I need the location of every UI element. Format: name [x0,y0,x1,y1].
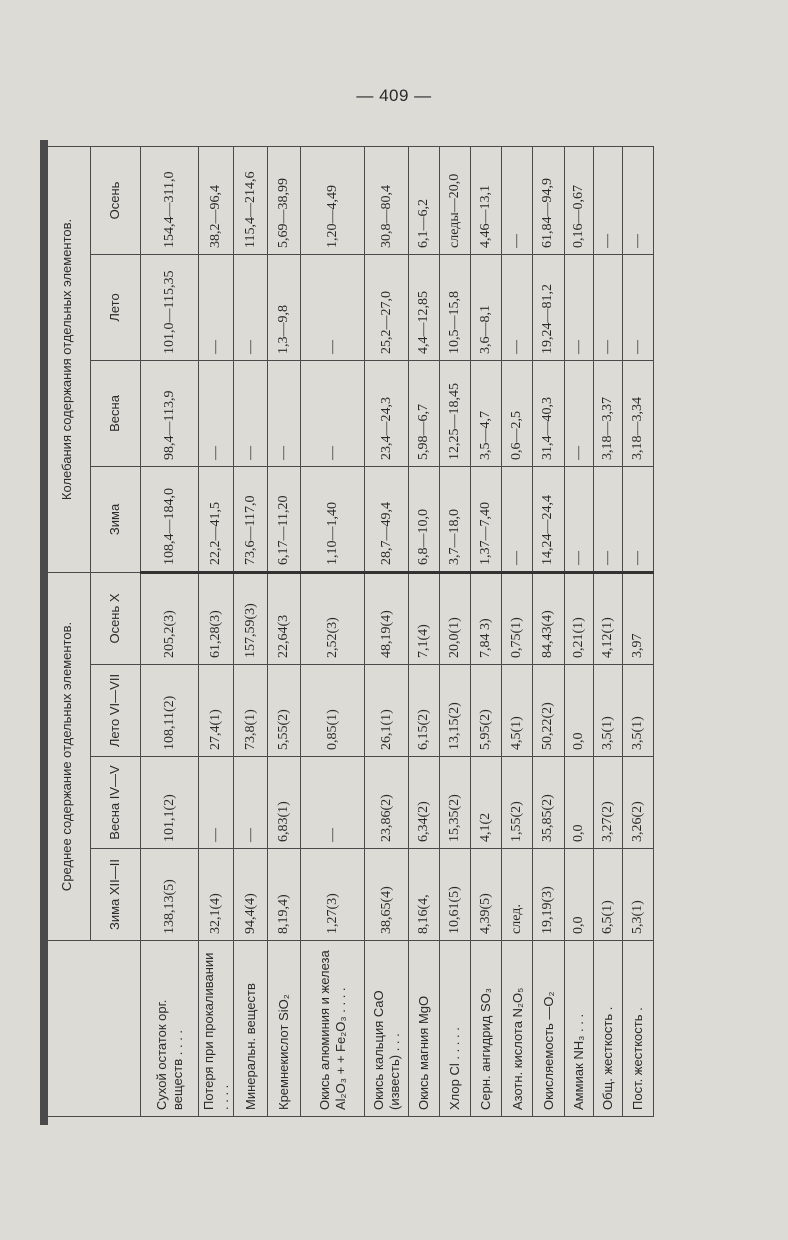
table-cell: 3,5(1) [622,665,653,757]
table-cell: 4,46—13,1 [471,146,502,254]
row-label: Сухой остаток орг. веществ . . . . [141,941,199,1117]
table-row [234,146,267,1116]
table-cell: 22,64(3 [267,572,300,664]
table-row [300,146,364,1116]
table-cell: 101,0—115,35 [141,254,199,360]
table-row [199,146,234,1116]
table-cell: 3,97 [622,572,653,664]
col-rng-winter: Зима [91,466,141,572]
table-cell: 28,7—49,4 [365,466,409,572]
row-label: Серн. ангидрид SO₃ [471,941,502,1117]
row-label: Кремнекислот SiO₂ [267,941,300,1117]
table-cell: 0,6—2,5 [502,360,533,466]
table-cell: 73,6—117,0 [234,466,267,572]
table-cell: 3,27(2) [593,757,622,849]
table-cell: 4,1(2 [471,757,502,849]
table-cell: 205,2(3) [141,572,199,664]
table-cell: 5,69—38,99 [267,146,300,254]
table-cell: 0,0 [564,757,593,849]
table-cell: 38,65(4) [365,849,409,941]
table-cell: 15,35(2) [440,757,471,849]
table-cell: 0,0 [564,665,593,757]
table-cell: — [199,360,234,466]
table-cell: 31,4—40,3 [533,360,564,466]
table-cell: — [593,254,622,360]
table-cell: 14,24—24,4 [533,466,564,572]
table-cell: 115,4—214,6 [234,146,267,254]
table-cell: — [502,466,533,572]
table-cell: 6,5(1) [593,849,622,941]
table-cell: 4,4—12,85 [408,254,439,360]
table-cell: 2,52(3) [300,572,364,664]
row-label: Окисляемость —O₂ [533,941,564,1117]
table-row [502,146,533,1116]
col-rng-spring: Весна [91,360,141,466]
table-cell: 32,1(4) [199,849,234,941]
table-body [141,146,654,1116]
table-cell: 5,55(2) [267,665,300,757]
table-cell: 1,10—1,40 [300,466,364,572]
table-cell: — [300,360,364,466]
table-row [471,146,502,1116]
table-cell: 0,16—0,67 [564,146,593,254]
table-cell: 0,0 [564,849,593,941]
table-cell: 48,19(4) [365,572,409,664]
table-cell: следы—20,0 [440,146,471,254]
table-cell: 4,12(1) [593,572,622,664]
table-cell: 5,95(2) [471,665,502,757]
table-cell: 3,7—18,0 [440,466,471,572]
table-cell: — [234,254,267,360]
table-cell: 5,98—6,7 [408,360,439,466]
table-row [267,146,300,1116]
table-cell: 1,27(3) [300,849,364,941]
table-cell: 3,6—8,1 [471,254,502,360]
table-row [593,146,622,1116]
table-cell: — [564,466,593,572]
col-avg-spring: Весна IV—V [91,757,141,849]
table-cell: 6,17—11,20 [267,466,300,572]
table-cell: 19,19(3) [533,849,564,941]
table-cell: 154,4—311,0 [141,146,199,254]
table-cell: — [564,360,593,466]
table-cell: 25,2—27,0 [365,254,409,360]
table-cell: 1,3—9,8 [267,254,300,360]
table-cell: — [234,757,267,849]
data-table [44,146,654,1117]
table-cell: — [199,254,234,360]
table-cell: — [593,466,622,572]
table-cell: 6,15(2) [408,665,439,757]
table-cell: 19,24—81,2 [533,254,564,360]
table-cell: 6,34(2) [408,757,439,849]
table-cell: 13,15(2) [440,665,471,757]
table-row [533,146,564,1116]
table-cell: — [622,146,653,254]
table-cell: 8,16(4, [408,849,439,941]
table-cell: 84,43(4) [533,572,564,664]
table-cell: 1,55(2) [502,757,533,849]
col-rng-summer: Лето [91,254,141,360]
row-label: Азотн. кислота N₂O₅ [502,941,533,1117]
rotated-table-container [44,147,654,1117]
table-cell: — [234,360,267,466]
table-row [141,146,199,1116]
table-cell: 61,28(3) [199,572,234,664]
table-row [408,146,439,1116]
table-cell: 22,2—41,5 [199,466,234,572]
table-cell: 10,61(5) [440,849,471,941]
table-cell: 3,18—3,37 [593,360,622,466]
row-label: Окись магния MgO [408,941,439,1117]
range-group-header: Колебания содержания отдельных элементов. [45,146,91,572]
row-label: Общ. жесткость . [593,941,622,1117]
row-label: Хлор Cl . . . . . [440,941,471,1117]
table-cell: 30,8—80,4 [365,146,409,254]
table-cell: 7,1(4) [408,572,439,664]
col-avg-summer: Лето VI—VII [91,665,141,757]
table-cell: 6,83(1) [267,757,300,849]
table-cell: 0,21(1) [564,572,593,664]
table-cell: 7,84 3) [471,572,502,664]
table-cell: 157,59(3) [234,572,267,664]
label-header [45,941,141,1117]
table-cell: 3,5—4,7 [471,360,502,466]
table-cell: 3,5(1) [593,665,622,757]
table-cell: 50,22(2) [533,665,564,757]
table-cell: 0,85(1) [300,665,364,757]
table-cell: — [199,757,234,849]
table-cell: — [300,757,364,849]
table-cell: 108,11(2) [141,665,199,757]
table-cell: 3,18—3,34 [622,360,653,466]
row-label: Окись кальция CaO (известь) . . . [365,941,409,1117]
table-cell: 4,5(1) [502,665,533,757]
table-cell: 5,3(1) [622,849,653,941]
table-cell: 98,4—113,9 [141,360,199,466]
table-cell: след. [502,849,533,941]
average-group-header: Среднее содержание отдельных элементов. [45,572,91,940]
table-cell: 138,13(5) [141,849,199,941]
col-avg-autumn: Осень X [91,572,141,664]
col-avg-winter: Зима XII—II [91,849,141,941]
table-cell: — [622,466,653,572]
col-rng-autumn: Осень [91,146,141,254]
table-row [440,146,471,1116]
table-cell: — [300,254,364,360]
row-label: Потеря при прокаливании . . . . [199,941,234,1117]
table-cell: — [593,146,622,254]
table-cell: 1,37—7,40 [471,466,502,572]
table-cell: 12,25—18,45 [440,360,471,466]
table-cell: 20,0(1) [440,572,471,664]
table-cell: 0,75(1) [502,572,533,664]
table-cell: 1,20—4,49 [300,146,364,254]
table-cell: — [502,146,533,254]
table-cell: 23,86(2) [365,757,409,849]
table-cell: — [564,254,593,360]
row-label: Минеральн. веществ [234,941,267,1117]
table-row [564,146,593,1116]
table-cell: 26,1(1) [365,665,409,757]
table-cell: — [622,254,653,360]
table-cell: 108,4—184,0 [141,466,199,572]
table-cell: 61,84—94,9 [533,146,564,254]
table-cell: 6,1—6,2 [408,146,439,254]
table-cell: 6,8—10,0 [408,466,439,572]
row-label: Окись алюминия и железа Al₂O₃ + + Fe₂O₃ . . . . [300,941,364,1117]
row-label: Аммиак NH₃ . . . [564,941,593,1117]
table-cell: 4,39(5) [471,849,502,941]
table-cell: 35,85(2) [533,757,564,849]
table-cell: 38,2—96,4 [199,146,234,254]
table-cell: 8,19,4) [267,849,300,941]
page-number: — 409 — [356,86,432,105]
table-cell: — [267,360,300,466]
table-cell: 3,26(2) [622,757,653,849]
table-row [622,146,653,1116]
table-cell: 23,4—24,3 [365,360,409,466]
row-label: Пост. жесткость . [622,941,653,1117]
table-cell: 27,4(1) [199,665,234,757]
table-cell: — [502,254,533,360]
table-cell: 73,8(1) [234,665,267,757]
table-cell: 10,5—15,8 [440,254,471,360]
table-cell: 94,4(4) [234,849,267,941]
table-row [365,146,409,1116]
table-cell: 101,1(2) [141,757,199,849]
